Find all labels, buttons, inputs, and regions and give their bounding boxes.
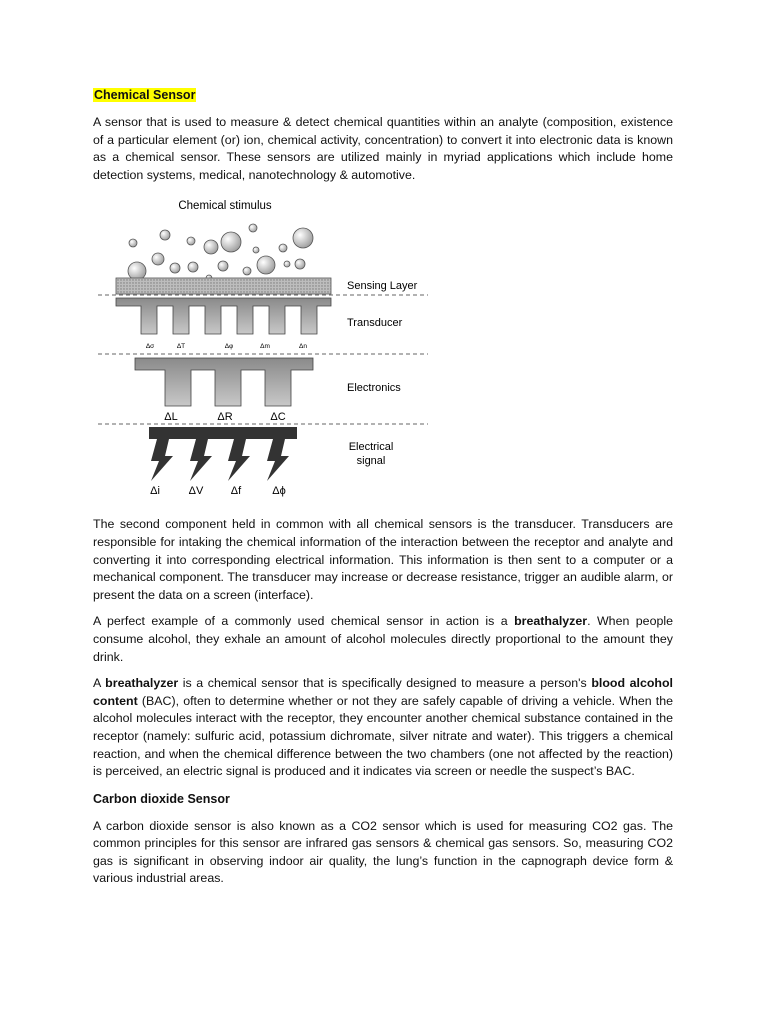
text-run: (BAC), often to determine whether or not they are safely capable of driving a vehicle. When the alcohol molecules interact with the receptor, they encounter another chemical substance contained in the receptor (namely: sulfuric acid, potassium dichromate, silver nitrate and water). This triggers a chemical reaction, and when the chemical difference between the two chambers (one not affected by the reaction) is perceived, an electric signal is produced and it indicates via screen or needle the suspect’s BAC. (93, 693, 673, 779)
lightning-bolt-icon (151, 439, 173, 481)
electronics-label: Electronics (347, 382, 401, 395)
section-heading-chemical-sensor (93, 86, 673, 104)
text-run: is a chemical sensor that is specifically designed to measure a person's (178, 676, 592, 691)
transducer-delta: Δφ (224, 343, 234, 351)
signal-delta: Δi (150, 485, 160, 498)
document-content (93, 86, 673, 897)
transducer-block (116, 298, 331, 334)
molecule-bubbles (128, 224, 313, 281)
breathalyzer-example-paragraph (93, 613, 673, 666)
transducer-delta: Δσ (145, 343, 155, 351)
bold-term-breathalyzer: breathalyzer (514, 614, 588, 629)
bold-term-bac: blood alcohol content (93, 676, 673, 708)
transducer-delta-labels (146, 343, 308, 350)
intro-paragraph: A sensor that is used to measure & detect chemical quantities within an analyte (composition, existence of a particular element (or) ion, chemical activity, concentration) to convert it into electronic data is known as a chemical sensor. These sensors are utilized mainly in myriad applications which include home detection systems, medical, nanotechnology & automotive. (93, 115, 673, 182)
electronics-delta-labels (164, 411, 285, 423)
transducer-label: Transducer (347, 317, 403, 330)
diagram-svg (93, 198, 673, 508)
text-run: . When people consume alcohol, they exhale an amount of alcohol molecules directly proportional to the amount they drink. (93, 614, 673, 664)
co2-paragraph: A carbon dioxide sensor is also known as a CO2 sensor which is used for measuring CO2 gas. The common principles for this sensor are infrared gas sensors & chemical gas sensors. So, measuring CO2 gas is significant in observing indoor air quality, the lung’s function in the capnograph device form & various industrial areas. (93, 818, 673, 886)
transducer-delta: ΔT (176, 343, 186, 351)
sensing-layer (116, 278, 331, 294)
bold-term-breathalyzer: breathalyzer (105, 676, 179, 691)
electronics-delta: ΔC (270, 411, 286, 424)
chemical-sensor-diagram (93, 198, 673, 508)
electronics-delta: ΔR (217, 411, 233, 424)
signal-label-line2: signal (356, 455, 386, 468)
section-heading-co2-sensor: Carbon dioxide Sensor (93, 791, 230, 806)
signal-delta-labels (150, 485, 286, 497)
transducer-paragraph: The second component held in common with all chemical sensors is the transducer. Transducers are responsible for intaking the chemical information of the interaction between the receptor and analyte and converting it into corresponding electrical information. This information is then sent to a computer or a mechanical component. The transducer may increase or decrease resistance, trigger an audible alarm, or present the data on a screen (interface). (93, 517, 673, 602)
electronics-block (135, 358, 313, 406)
text-run: A perfect example of a commonly used chemical sensor in action is a (93, 614, 515, 629)
signal-delta: ΔV (188, 485, 204, 498)
breathalyzer-definition-paragraph (93, 675, 673, 781)
stimulus-label: Chemical stimulus (178, 200, 272, 213)
sensing-layer-label: Sensing Layer (347, 280, 418, 293)
transducer-delta: Δm (260, 343, 270, 351)
signal-bar (149, 427, 297, 439)
signal-label-line1: Electrical (348, 441, 394, 454)
lightning-bolt-icon (267, 439, 289, 481)
signal-delta: Δϕ (272, 485, 286, 498)
signal-delta: Δf (230, 485, 242, 498)
lightning-bolt-icon (190, 439, 212, 481)
lightning-bolts (151, 439, 289, 481)
highlighted-title: Chemical Sensor (94, 88, 196, 102)
electronics-delta: ΔL (164, 411, 178, 424)
transducer-delta: Δn (299, 343, 307, 351)
lightning-bolt-icon (228, 439, 250, 481)
text-run: A (93, 676, 106, 691)
